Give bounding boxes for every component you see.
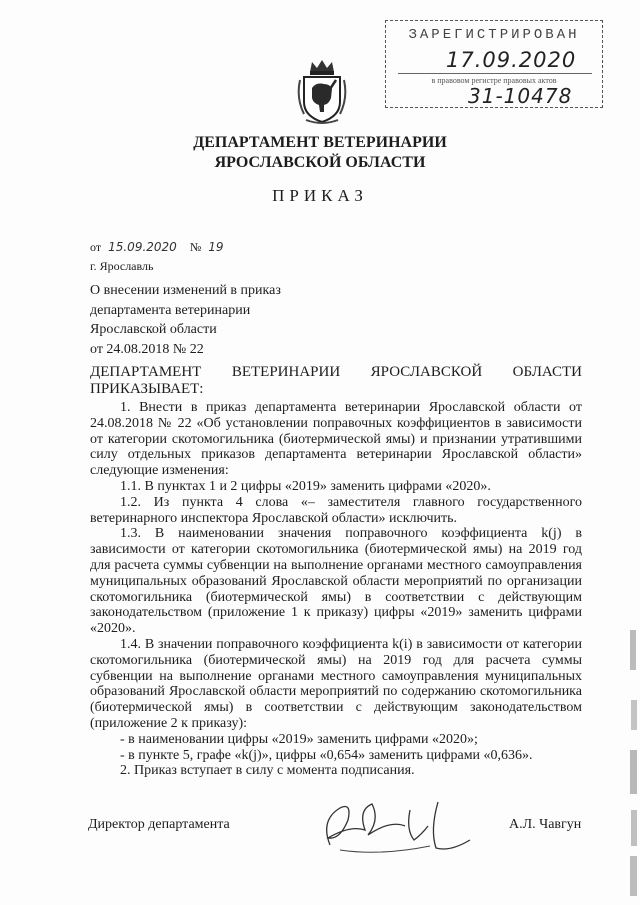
date-prefix: от <box>90 240 102 254</box>
paragraph-1-1: 1.1. В пунктах 1 и 2 цифры «2019» заменить цифрами «2020». <box>120 478 491 494</box>
order-date-line <box>90 240 234 255</box>
signatory-name: А.Л. Чавгун <box>509 817 582 832</box>
paragraph-1-3: 1.3. В наименовании значения поправочного коэффициента k(j) в зависимости от категории скотомогильника (биотермической ямы) на 2019 год для расчета суммы субвенции на выполнение органами местного самоуправления муниципальных образований Ярославской области мероприятий по организации скотомогильника (биотермической ямы) в соответствии с действующим законодательством (приложение 1 к приказу) цифры «2019» заменить цифрами «2020». <box>90 526 582 637</box>
decree-verb: ПРИКАЗЫВАЕТ: <box>90 381 204 397</box>
signatory-position: Директор департамента <box>88 817 230 832</box>
coat-of-arms-icon <box>296 58 348 126</box>
decree-line: ДЕПАРТАМЕНТ ВЕТЕРИНАРИИ ЯРОСЛАВСКОЙ ОБЛАСТИ <box>90 364 582 380</box>
number-prefix: № <box>189 240 202 254</box>
order-date: 15.09.2020 <box>108 240 177 254</box>
order-body <box>90 364 582 779</box>
doc-type-title: ПРИКАЗ <box>272 186 368 205</box>
subject-line: от 24.08.2018 № 22 <box>90 341 204 357</box>
department-line2: ЯРОСЛАВСКОЙ ОБЛАСТИ <box>214 154 426 171</box>
stamp-title: ЗАРЕГИСТРИРОВАН <box>408 27 580 43</box>
subject-line: департамента ветеринарии <box>90 302 251 318</box>
department-line1: ДЕПАРТАМЕНТ ВЕТЕРИНАРИИ <box>193 134 447 151</box>
stamp-divider <box>398 73 592 74</box>
subject-line: О внесении изменений в приказ <box>90 283 281 298</box>
subject-block <box>90 281 281 359</box>
handwritten-signature <box>310 790 480 860</box>
registration-stamp <box>385 20 603 108</box>
paragraph-2: 2. Приказ вступает в силу с момента подписания. <box>120 763 415 779</box>
paragraph-1-4: 1.4. В значении поправочного коэффициента k(i) в зависимости от категории скотомогильника (биотермической ямы) на 2019 год для расчета суммы субвенции на выполнение органами местного самоуправления муниципальных образований Ярославской области мероприятий по содержанию скотомогильника (биотермической ямы) в соответствии с действующим законодательством (приложение 2 к приказу): <box>90 636 582 731</box>
order-number: 19 <box>208 240 224 254</box>
paragraph-1: 1. Внести в приказ департамента ветеринарии Ярославской области от 24.08.2018 № 22 «Об установлении поправочных коэффициентов в зависимости от категории скотомогильника (биотермической ямы) и признании утратившими силу отдельных приказов департамента ветеринарии Ярославской области» следующие изменения: <box>90 400 582 479</box>
scan-edge-marks <box>626 630 640 900</box>
subject-line: Ярославской области <box>90 322 217 337</box>
paragraph-1-4-a: - в наименовании цифры «2019» заменить цифрами «2020»; <box>120 731 478 747</box>
paragraph-1-2: 1.2. Из пункта 4 слова «– заместителя главного государственного ветеринарного инспектора Ярославской области» исключить. <box>90 494 582 526</box>
department-name <box>0 133 640 173</box>
stamp-date: 17.09.2020 <box>446 48 577 72</box>
city: г. Ярославль <box>90 259 154 273</box>
stamp-number: 31-10478 <box>468 84 573 108</box>
paragraph-1-4-b: - в пункте 5, графе «k(j)», цифры «0,654» заменить цифрами «0,636». <box>120 747 533 763</box>
stamp-caption: в правовом регистре правовых актов <box>431 76 557 85</box>
